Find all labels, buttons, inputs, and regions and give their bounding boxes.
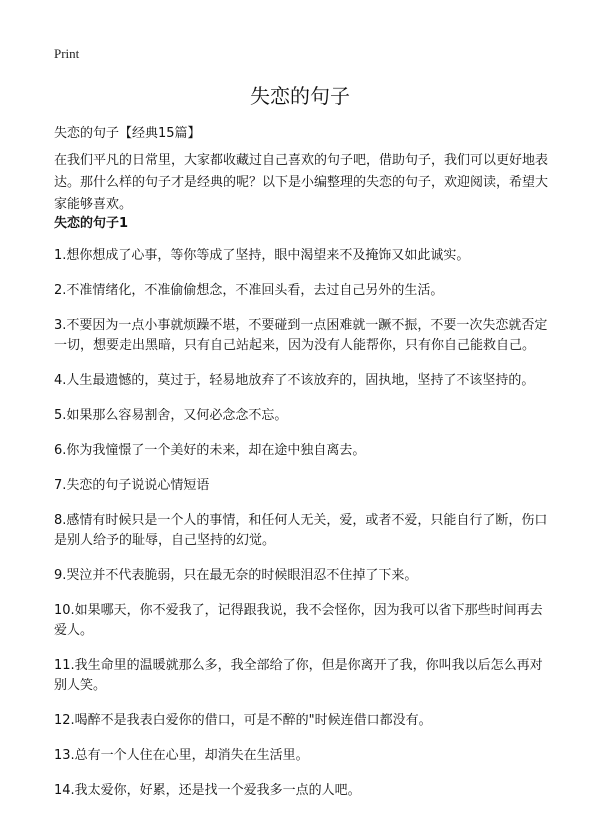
list-item: 7.失恋的句子说说心情短语 [54, 478, 210, 493]
list-item: 5.如果那么容易割舍，又何必念念不忘。 [54, 408, 288, 423]
list-item: 12.喝醉不是我表白爱你的借口，可是不醉的"时候连借口都没有。 [54, 713, 432, 728]
list-item: 11.我生命里的温暖就那么多，我全部给了你，但是你离开了我，你叫我以后怎么再对别人笑。 [54, 658, 543, 693]
list-item: 6.你为我憧憬了一个美好的未来，却在途中独自离去。 [54, 443, 366, 458]
list-item: 14.我太爱你，好累，还是找一个爱我多一点的人吧。 [54, 783, 361, 798]
list-item: 2.不准情绪化，不准偷偷想念，不准回头看，去过自己另外的生活。 [54, 283, 444, 298]
list-item: 10.如果哪天，你不爱我了，记得跟我说，我不会怪你，因为我可以省下那些时间再去爱人。 [54, 603, 543, 638]
sentence-list [54, 246, 550, 816]
list-item: 3.不要因为一点小事就烦躁不堪，不要碰到一点困难就一蹶不振，不要一次失恋就否定一切，想要走出黑暗，只有自己站起来，因为没有人能帮你，只有你自己能救自己。 [54, 318, 548, 353]
list-item: 4.人生最遗憾的，莫过于，轻易地放弃了不该放弃的，固执地，坚持了不该坚持的。 [54, 373, 535, 388]
print-link[interactable]: Print [54, 46, 80, 61]
page-title: 失恋的句子 [250, 84, 350, 108]
list-item: 9.哭泣并不代表脆弱，只在最无奈的时候眼泪忍不住掉了下来。 [54, 568, 418, 583]
document-subtitle: 失恋的句子【经典15篇】 [54, 126, 201, 141]
list-item: 8.感情有时候只是一个人的事情，和任何人无关，爱，或者不爱，只能自行了断，伤口是别人给予的耻辱，自己坚持的幻觉。 [54, 513, 548, 548]
section-heading: 失恋的句子1 [54, 216, 129, 231]
list-item: 1.想你想成了心事，等你等成了坚持，眼中渴望来不及掩饰又如此诚实。 [54, 248, 470, 263]
list-item: 13.总有一个人住在心里，却消失在生活里。 [54, 748, 309, 763]
intro-paragraph: 在我们平凡的日常里，大家都收藏过自己喜欢的句子吧，借助句子，我们可以更好地表达。那什么样的句子才是经典的呢？以下是小编整理的失恋的句子，欢迎阅读，希望大家能够喜欢。 [54, 153, 549, 212]
